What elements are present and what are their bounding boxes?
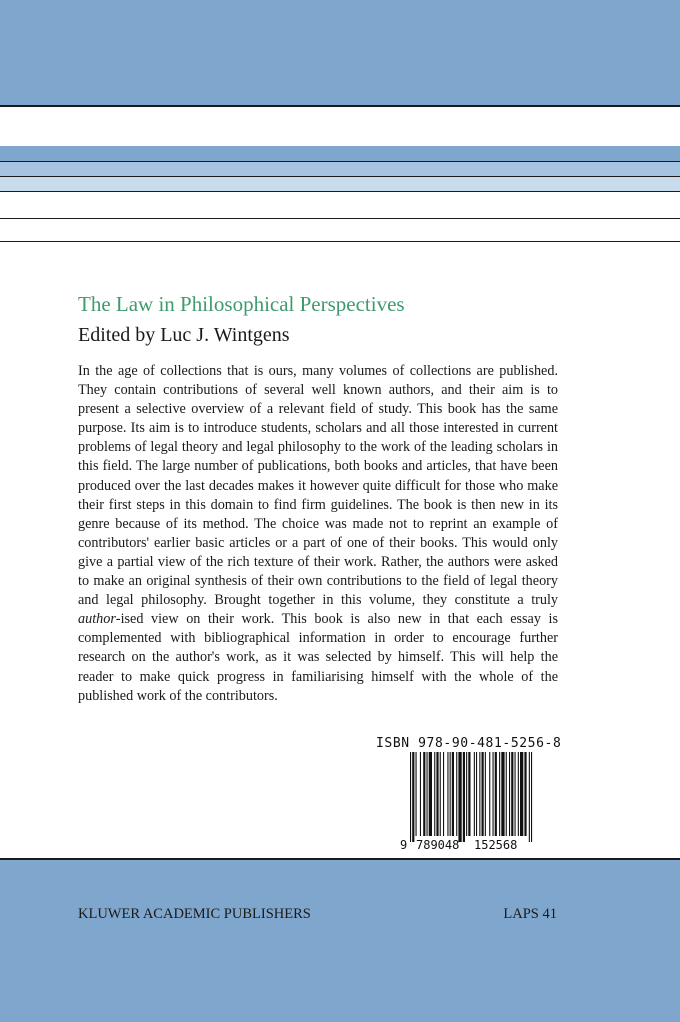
barcode-bar <box>468 752 470 836</box>
barcode-bar <box>511 752 513 836</box>
barcode-bar <box>482 752 484 836</box>
barcode-bar <box>495 752 497 836</box>
barcode-bar <box>427 752 428 836</box>
barcode-bar <box>466 752 467 836</box>
barcode-bar <box>529 752 530 842</box>
barcode-digits-group2: 152568 <box>474 838 518 852</box>
barcode-bar <box>429 752 432 836</box>
barcode-bar <box>440 752 441 836</box>
stripe-rule-3 <box>0 191 680 192</box>
isbn-label: ISBN 978-90-481-5256-8 <box>376 736 562 751</box>
barcode-bar <box>520 752 523 836</box>
barcode-bar <box>447 752 448 836</box>
back-cover-blurb <box>78 362 558 706</box>
barcode-bar <box>506 752 507 836</box>
barcode-bar <box>458 752 461 842</box>
book-editor: Edited by Luc J. Wintgens <box>78 324 290 346</box>
stripe-rule-5 <box>0 241 680 242</box>
barcode-bar <box>452 752 454 836</box>
barcode-bar <box>485 752 486 836</box>
barcode-digit-first: 9 <box>400 838 408 852</box>
barcode-bar <box>509 752 510 836</box>
barcode-bar <box>450 752 451 836</box>
blurb-text-2: -ised view on their work. This book is also new in that each essay is complemented with bibliographical information in order to encourage further research on the author's work, as it was selected by himself. This will help the reader to make quick progress in familiarising himself with the whole of the published work of the contributors. <box>78 611 558 704</box>
barcode-bar <box>456 752 457 836</box>
barcode-bar <box>443 752 444 836</box>
top-band-rule <box>0 105 680 107</box>
barcode-bar <box>479 752 480 836</box>
barcode-bar <box>515 752 516 836</box>
barcode-bar <box>499 752 500 836</box>
stripe-1 <box>0 146 680 161</box>
barcode-bar <box>420 752 421 836</box>
book-title: The Law in Philosophical Perspectives <box>78 292 405 316</box>
barcode-bar <box>434 752 435 836</box>
stripe-3 <box>0 177 680 191</box>
isbn-barcode <box>398 752 538 852</box>
barcode-bar <box>531 752 532 842</box>
barcode-bar <box>416 752 417 836</box>
top-color-band <box>0 0 680 105</box>
barcode-digits-group1: 789048 <box>416 838 460 852</box>
barcode-bar <box>489 752 490 836</box>
series-number: LAPS 41 <box>503 906 557 922</box>
barcode-bar <box>501 752 504 836</box>
blurb-text-1: In the age of collections that is ours, many volumes of collections are published. They contain contributions of several well known authors, and their aim is to present a selective overview of a relevant field of study. This book has the same purpose. Its aim is to introduce students, scholars and all those interested in current problems of legal theory and legal philosophy to the work of the leading scholars in this field. The large number of publications, both books and articles, that have been produced over the last decades makes it however quite difficult for those who make their first steps in this domain to find firm guidelines. The book is then new in its genre because of its method. The choice was made not to reprint an example of contributors' earlier basic articles or a part of one of their books. This would only give a partial view of the rich texture of their work. Rather, the authors were asked to make an original synthesis of their own contributions to the field of legal theory and legal philosophy. Brought together in this volume, they constitute a truly <box>78 363 558 609</box>
barcode-bar <box>493 752 494 836</box>
barcode-bar <box>518 752 519 836</box>
blurb-emphasis: author <box>78 611 116 628</box>
barcode-bar <box>423 752 425 836</box>
barcode-bar <box>436 752 438 836</box>
stripe-rule-4 <box>0 218 680 219</box>
bottom-color-band <box>0 858 680 1022</box>
barcode-bar <box>463 752 465 842</box>
barcode-bar <box>474 752 475 836</box>
publisher-name: KLUWER ACADEMIC PUBLISHERS <box>78 906 311 922</box>
barcode-bar <box>524 752 526 836</box>
barcode-bar <box>476 752 477 836</box>
stripe-2 <box>0 162 680 176</box>
barcode-bar <box>410 752 411 842</box>
barcode-bar <box>412 752 414 842</box>
